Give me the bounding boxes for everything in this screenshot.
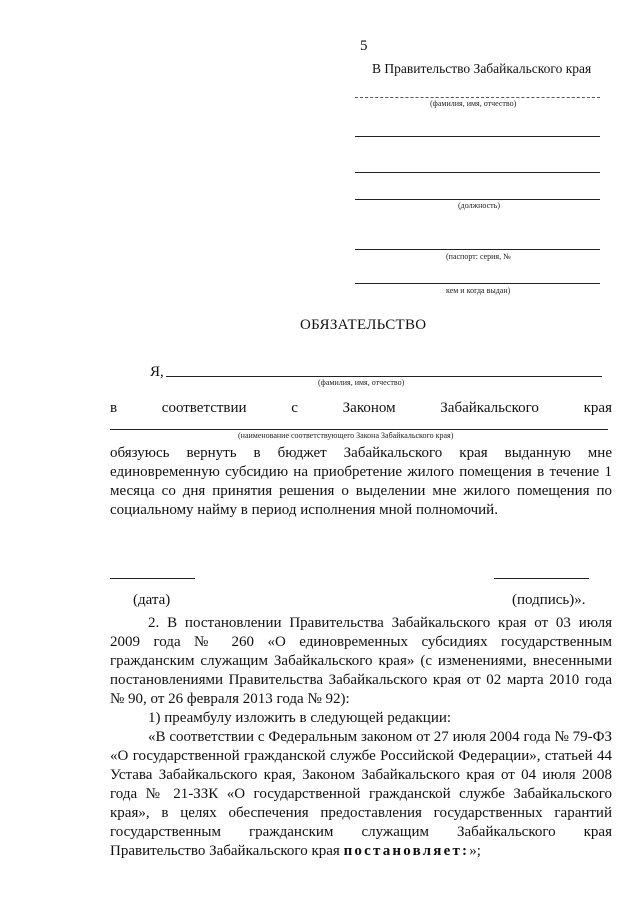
- blank-line-2: [355, 172, 600, 173]
- passport-caption: (паспорт: серия, №: [446, 252, 511, 261]
- signature-fill-line: [494, 578, 589, 579]
- fio2-caption: (фамилия, имя, отчество): [318, 378, 405, 387]
- date-label: (дата): [133, 592, 171, 608]
- commitment-text: обязуюсь вернуть в бюджет Забайкальского края выданную мне единовременную субсидию на приобретение жилого помещения в течение 1 месяца со дня принятия решения о выделении мне жилого помещения по социальному найму в период исполнения мной полномочий.: [110, 445, 612, 518]
- word: с: [291, 400, 298, 416]
- blank-line-1: [355, 136, 600, 137]
- word: соответствии: [161, 400, 247, 416]
- commitment-paragraph: [110, 444, 612, 520]
- fio-fill-line: [355, 97, 600, 98]
- accordance-row: [110, 400, 612, 417]
- word: Законом: [342, 400, 396, 416]
- document-title: ОБЯЗАТЕЛЬСТВО: [300, 317, 427, 333]
- i-prefix: Я,: [150, 364, 164, 380]
- position-fill-line: [355, 199, 600, 200]
- position-caption: (должность): [458, 201, 500, 210]
- law-fill-line: [110, 429, 608, 430]
- issued-caption: кем и когда выдан): [446, 286, 511, 295]
- preamble-text: «В соответствии с Федеральным законом от 27 июля 2004 года № 79-ФЗ «О государственной гражданской службе Российской Федерации», статьей 44 Устава Забайкальского края, Законом Забайкальского края от 04 июля 2008 года № 21-ЗЗК «О государственной гражданской службе Забайкальского края», в целях обеспечения предоставления государственных гарантий государственным гражданским служащим Забайкальского края Правительство Забайкальского края: [110, 729, 612, 859]
- word: в: [110, 400, 118, 416]
- preamble-bold-word: постановляет:: [343, 843, 470, 859]
- signature-label: (подпись)».: [512, 592, 586, 608]
- item-2-paragraph: 2. В постановлении Правительства Забайкальского края от 03 июля 2009 года № 260 «О единовременных субсидиях государственным гражданским служащим Забайкальского края» (с изменениями, внесенными постановлениями Правительства Забайкальского края от 02 марта 2010 года № 90, от 26 февраля 2013 года № 92):: [110, 615, 612, 707]
- page-number: 5: [360, 38, 368, 54]
- fio2-fill-line: [166, 376, 602, 377]
- preamble-paragraph: [110, 728, 612, 861]
- item-2-1-paragraph: 1) преамбулу изложить в следующей редакции:: [148, 710, 452, 726]
- amendments-section: [110, 614, 612, 861]
- date-fill-line: [110, 578, 195, 579]
- law-caption: (наименование соответствующего Закона Забайкальского края): [238, 431, 454, 440]
- passport-fill-line: [355, 249, 600, 250]
- word: Забайкальского: [440, 400, 539, 416]
- word: края: [583, 400, 612, 416]
- issued-fill-line: [355, 283, 600, 284]
- fio-caption: (фамилия, имя, отчество): [430, 99, 517, 108]
- addressee-line: В Правительство Забайкальского края: [372, 61, 592, 76]
- preamble-end: »;: [469, 843, 481, 859]
